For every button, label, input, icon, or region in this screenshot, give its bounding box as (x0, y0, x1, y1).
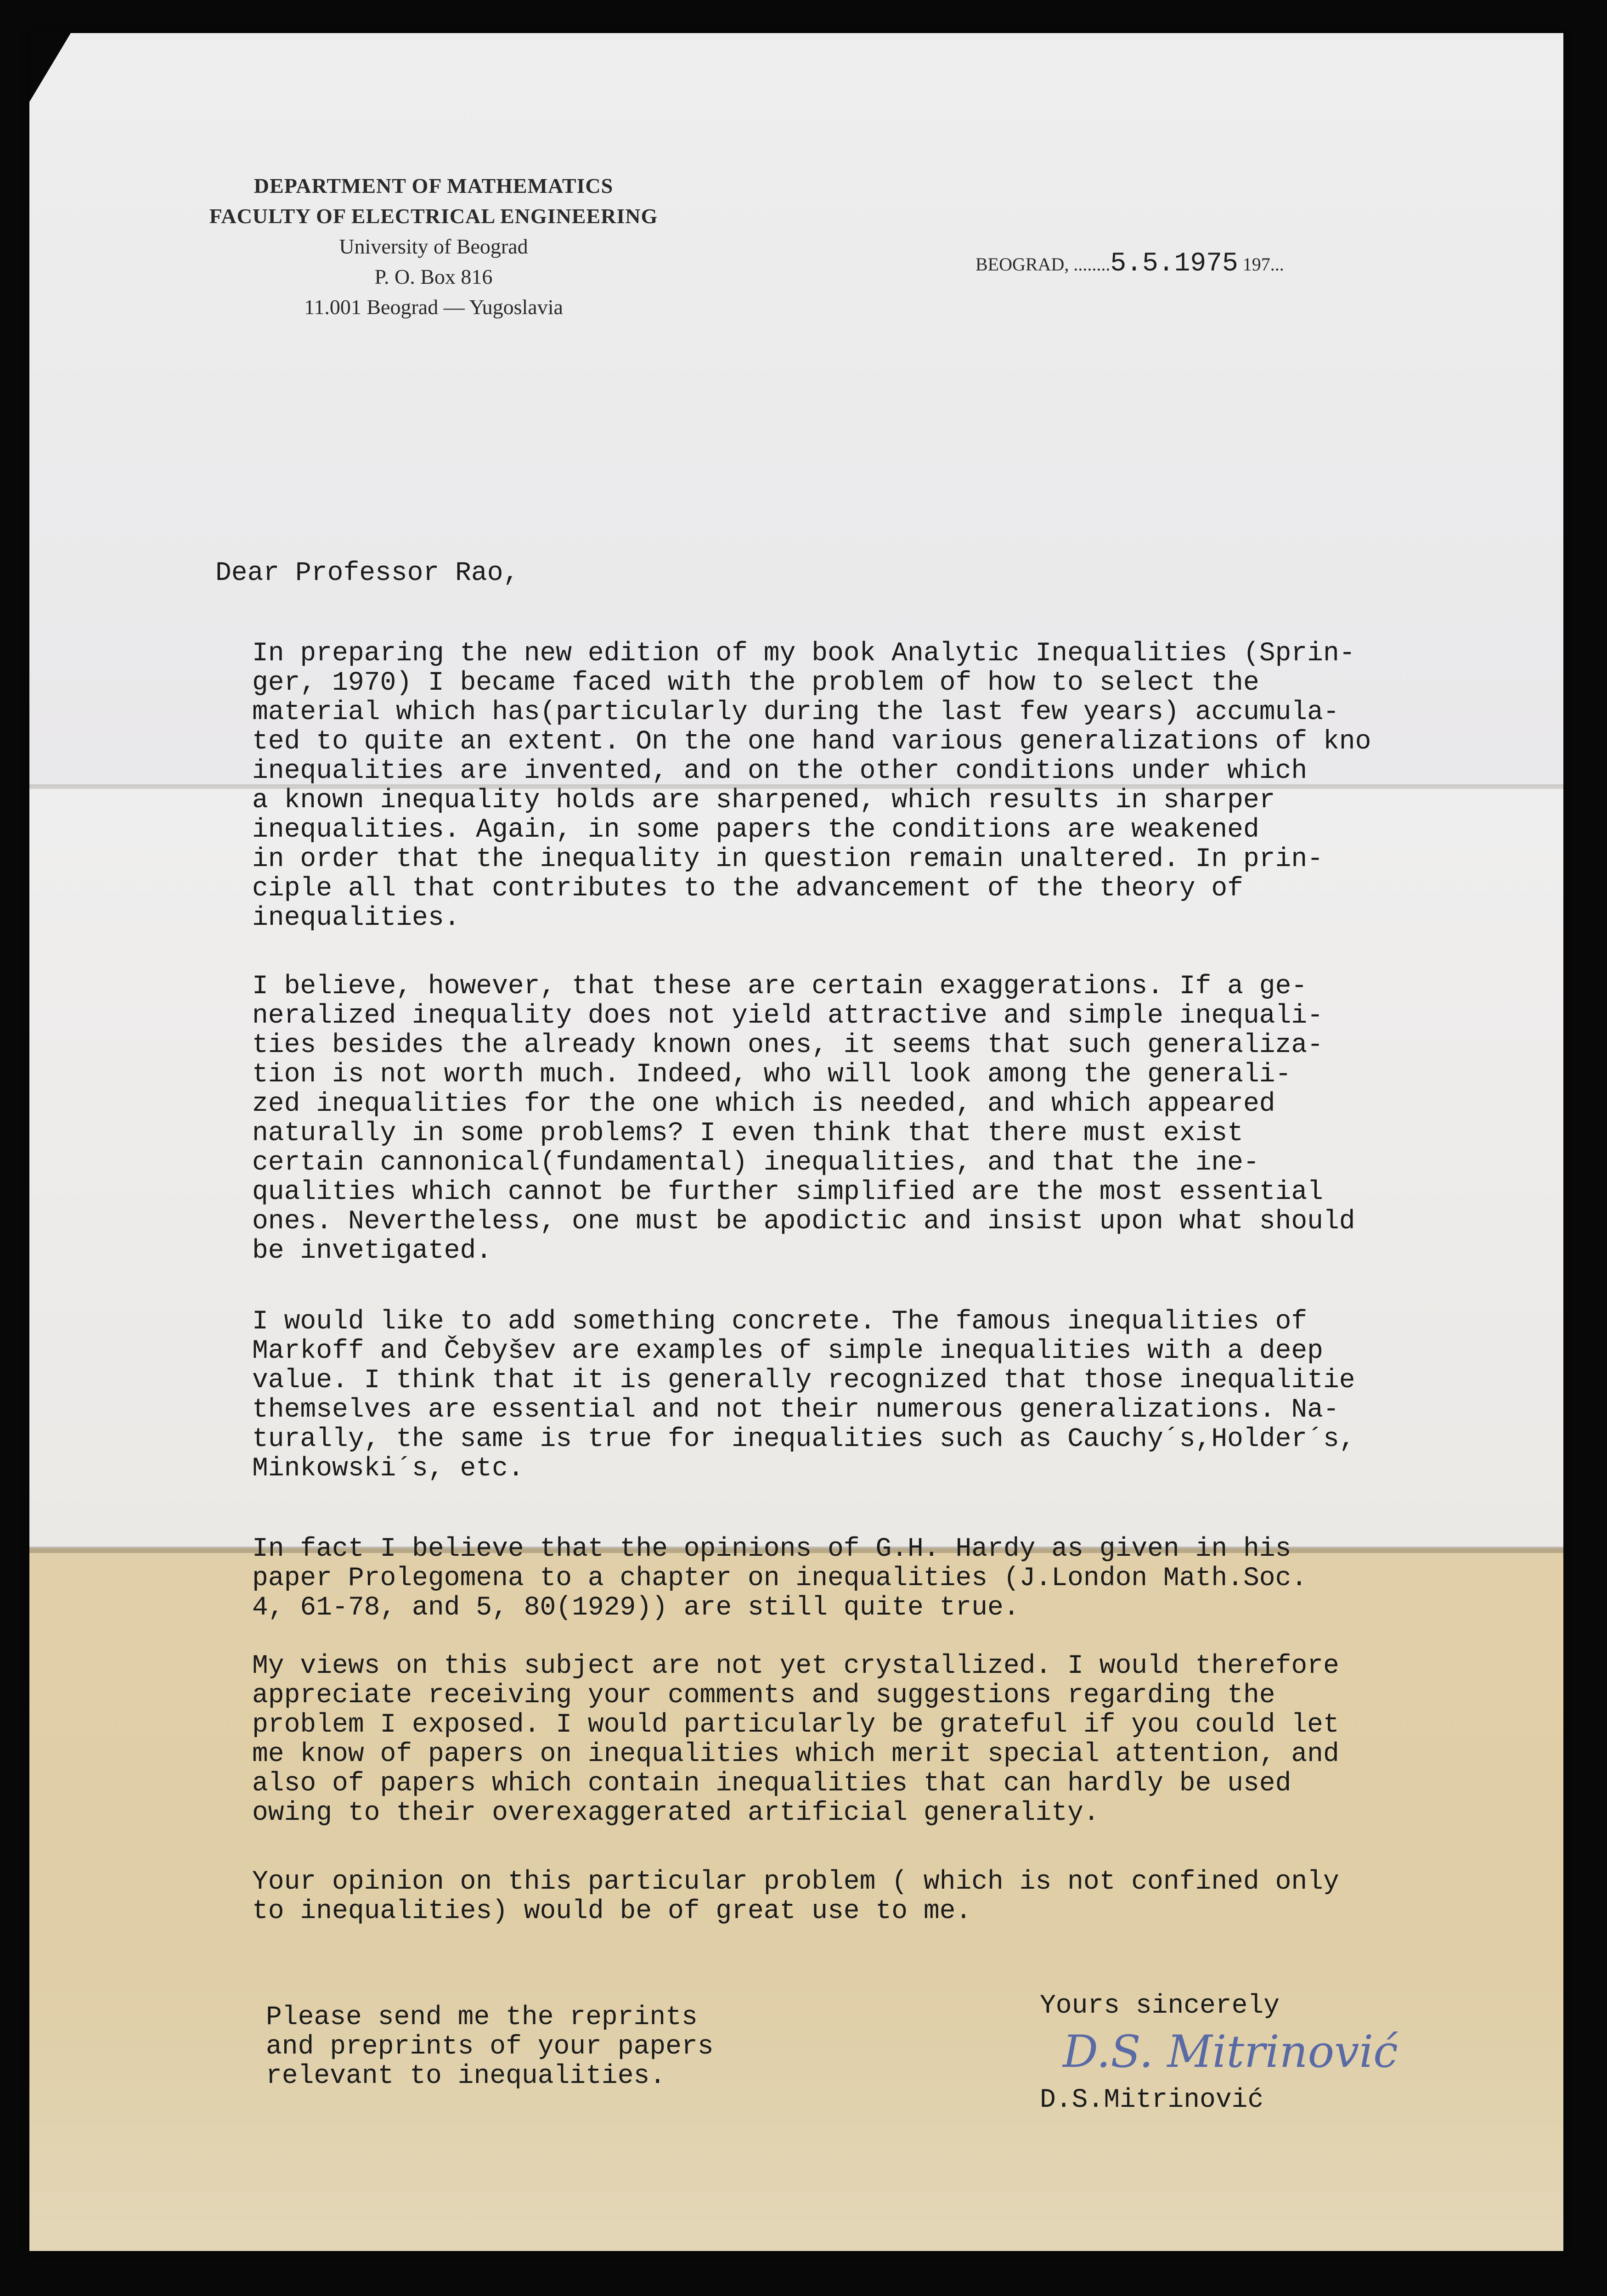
signer-name: D.S.Mitrinović (1040, 2085, 1264, 2115)
torn-corner (29, 33, 71, 102)
closing: Yours sincerely (1040, 1991, 1280, 2021)
letterhead-university: University of Beograd (339, 235, 528, 258)
date-line (975, 249, 1284, 279)
letterhead-faculty: FACULTY OF ELECTRICAL ENGINEERING (209, 204, 658, 228)
postscript: Please send me the reprints and preprints of your papers relevant to inequalities. (266, 2003, 714, 2091)
salutation: Dear Professor Rao, (215, 558, 519, 588)
letterhead-address: 11.001 Beograd — Yugoslavia (304, 295, 563, 319)
letter-paragraph: Your opinion on this particular problem ( which is not confined only to inequalities) would be of great use to me. (252, 1867, 1339, 1926)
letter-paragraph: My views on this subject are not yet crystallized. I would therefore appreciate receiving your comments and suggestions regarding the problem I exposed. I would particularly be grateful if you could let me know of papers on inequalities which merit special attention, and also of papers which contain inequalities that can hardly be used owing to their overexaggerated artificial generality. (252, 1651, 1339, 1828)
date-year-suffix: 197... (1242, 254, 1284, 275)
letter-paragraph: In fact I believe that the opinions of G.H. Hardy as given in his paper Prolegomena to a chapter on inequalities (J.London Math.Soc. 4, 61-78, and 5, 80(1929)) are still quite true. (252, 1534, 1308, 1623)
letter-date: 5.5.1975 (1110, 249, 1238, 279)
letterhead-po-box: P. O. Box 816 (374, 265, 493, 288)
letter-paragraph: I would like to add something concrete. The famous inequalities of Markoff and Čebyšev are examples of simple inequalities with a deep value. I think that it is generally recognized that those inequalitie themselves are essential and not their numerous generalizations. Na- turally, the same is true for inequalities such as Cauchy´s,Holder´s, Minkowski´s, etc. (252, 1307, 1355, 1484)
letter-paragraph: I believe, however, that these are certain exaggerations. If a ge- neralized inequality does not yield attractive and simple inequali- ties besides the already known ones, it seems that such generaliza- tion is not worth much. Indeed, who will look among the generali- zed inequalities for the one which is needed, and which appeared naturally in some problems? I even think that there must exist certain cannonical(fundamental) inequalities, and that the ine- qualities which cannot be further simplified are the most essential ones. Nevertheless, one must be apodictic and insist upon what should be invetigated. (252, 972, 1355, 1266)
handwritten-signature: D.S. Mitrinović (1063, 2026, 1398, 2077)
letter-paragraph: In preparing the new edition of my book Analytic Inequalities (Sprin- ger, 1970) I became faced with the problem of how to select the material which has(particularly during the last few years) accumula- ted to quite an extent. On the one hand various generalizations of kno inequalities are invented, and on the other conditions under which a known inequality holds are sharpened, which results in sharper inequalities. Again, in some papers the conditions are weakened in order that the inequality in question remain unaltered. In prin- ciple all that contributes to the advancement of the theory of inequalities. (252, 639, 1371, 933)
letterhead (112, 171, 755, 322)
letter-sheet (29, 33, 1563, 2251)
letterhead-department: DEPARTMENT OF MATHEMATICS (254, 174, 614, 197)
date-city: BEOGRAD, ........ (975, 254, 1111, 275)
